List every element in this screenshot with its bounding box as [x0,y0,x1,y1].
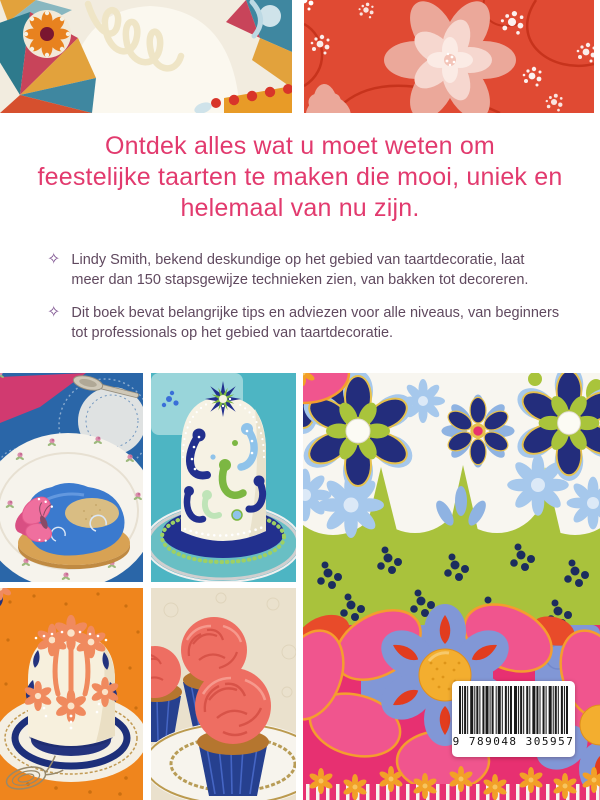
barcode [452,681,575,757]
bullet-item-2 [47,303,561,343]
patchwork-cake-illustration [0,0,292,113]
photo-paisley-mini-cake [151,373,296,582]
sparkle-diamond-icon: ✧ [47,251,61,268]
barcode-number: 9 789048 305957 [452,735,575,748]
paisley-mini-cake-illustration [151,373,296,582]
intro-heading [20,131,580,224]
intro-heading-line-2: feestelijke taarten te maken die mooi, uniek en [37,163,563,191]
sparkle-diamond-icon: ✧ [47,304,61,321]
intro-heading-line-1: Ontdek alles wat u moet weten om [105,132,495,160]
intro-heading-line-3: helemaal van nu zijn. [180,194,420,222]
photo-butterfly-cookie [0,373,143,582]
photo-patchwork-cake [0,0,292,113]
bullet-text-2: Dit boek bevat belangrijke tips en adviezen voor alle niveaus, van beginners tot professionals op het gebied van taartdecoratie. [71,305,560,341]
rose-cupcakes-illustration [151,588,296,800]
photo-rose-cupcakes [151,588,296,800]
coral-peony-illustration [304,0,594,113]
bullet-text-1: Lindy Smith, bekend deskundige op het gebied van taartdecoratie, laat meer dan 150 stapsgewijze technieken zien, van bakken tot decoreren. [71,252,529,288]
photo-coral-peony-cake [304,0,594,113]
bullet-list [47,250,561,356]
photo-orange-mini-cake [0,588,143,800]
orange-mini-cake-illustration [0,588,143,800]
bullet-item-1 [47,250,561,290]
butterfly-cookie-illustration [0,373,143,582]
barcode-bars [459,686,568,734]
